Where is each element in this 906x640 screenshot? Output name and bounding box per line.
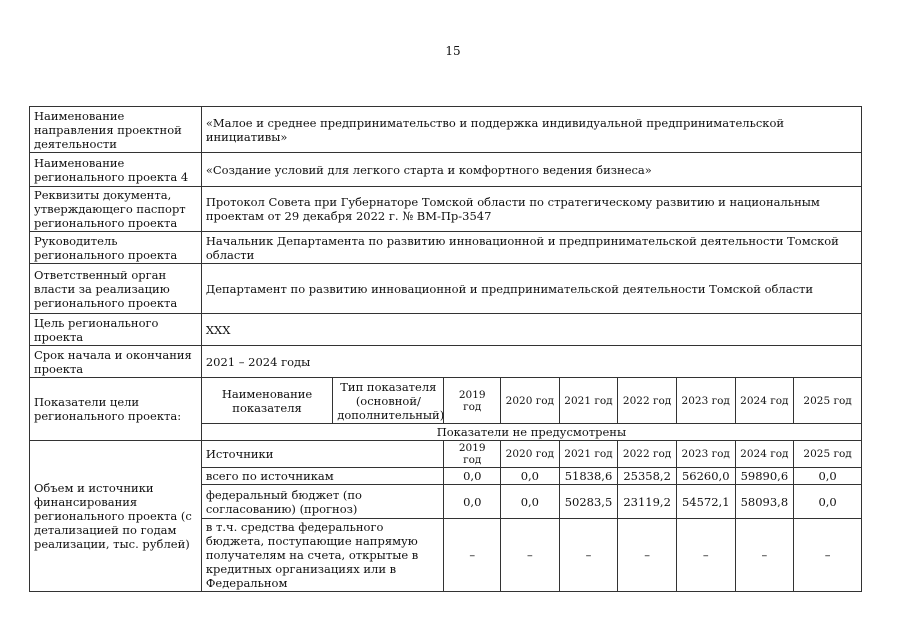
indicators-note: Показатели не предусмотрены	[201, 424, 861, 441]
financing-year: 2023 год	[676, 441, 735, 468]
head-value: Начальник Департамента по развитию инновационной и предпринимательской деятельности Томской области	[201, 232, 861, 264]
indicators-header-row	[30, 378, 862, 424]
indicators-year: 2025 год	[794, 378, 862, 424]
row-period	[30, 346, 862, 378]
row-document	[30, 187, 862, 232]
financing-value: 58093,8	[735, 485, 794, 519]
document-value: Протокол Совета при Губернаторе Томской области по стратегическому развитию и национальным проектам от 29 декабря 2022 г. № ВМ-Пр-3547	[201, 187, 861, 232]
indicators-year: 2020 год	[501, 378, 560, 424]
row-direction	[30, 107, 862, 153]
row-responsible	[30, 264, 862, 314]
financing-value: 23119,2	[618, 485, 677, 519]
financing-value: 0,0	[444, 485, 501, 519]
financing-col-sources: Источники	[201, 441, 444, 468]
financing-value: 0,0	[794, 468, 862, 485]
row-project	[30, 153, 862, 187]
financing-value: –	[501, 519, 560, 592]
head-label: Руководитель регионального проекта	[30, 232, 202, 264]
financing-value: 0,0	[501, 468, 560, 485]
goal-value: ХХХ	[201, 314, 861, 346]
financing-year: 2020 год	[501, 441, 560, 468]
financing-value: 54572,1	[676, 485, 735, 519]
indicators-year: 2023 год	[676, 378, 735, 424]
financing-label: Объем и источники финансирования регионального проекта (с детализацией по годам реализации, тыс. рублей)	[30, 441, 202, 592]
row-goal	[30, 314, 862, 346]
financing-value: 51838,6	[559, 468, 618, 485]
project-passport-table	[29, 106, 862, 592]
indicators-year: 2022 год	[618, 378, 677, 424]
financing-year: 2025 год	[794, 441, 862, 468]
project-value: «Создание условий для легкого старта и комфортного ведения бизнеса»	[201, 153, 861, 187]
financing-year: 2019 год	[444, 441, 501, 468]
financing-source-name: федеральный бюджет (по согласованию) (прогноз)	[201, 485, 444, 519]
financing-value: 59890,6	[735, 468, 794, 485]
financing-year: 2021 год	[559, 441, 618, 468]
indicators-year: 2019 год	[444, 378, 501, 424]
indicators-label: Показатели цели регионального проекта:	[30, 378, 202, 441]
financing-value: 50283,5	[559, 485, 618, 519]
indicators-year: 2024 год	[735, 378, 794, 424]
financing-source-name: в т.ч. средства федерального бюджета, поступающие напрямую получателям на счета, открытые в кредитных организациях или в Федеральном	[201, 519, 444, 592]
period-value: 2021 – 2024 годы	[201, 346, 861, 378]
financing-source-name: всего по источникам	[201, 468, 444, 485]
financing-value: –	[676, 519, 735, 592]
financing-year: 2022 год	[618, 441, 677, 468]
financing-value: 56260,0	[676, 468, 735, 485]
project-label: Наименование регионального проекта 4	[30, 153, 202, 187]
financing-value: –	[735, 519, 794, 592]
financing-value: 0,0	[501, 485, 560, 519]
indicators-year: 2021 год	[559, 378, 618, 424]
direction-value: «Малое и среднее предпринимательство и поддержка индивидуальной предпринимательской инициативы»	[201, 107, 861, 153]
indicators-col-type: Тип показателя (основной/ дополнительный)	[333, 378, 444, 424]
financing-value: 25358,2	[618, 468, 677, 485]
goal-label: Цель регионального проекта	[30, 314, 202, 346]
document-label: Реквизиты документа, утверждающего паспорт регионального проекта	[30, 187, 202, 232]
indicators-col-name: Наименование показателя	[201, 378, 332, 424]
financing-header-row	[30, 441, 862, 468]
responsible-label: Ответственный орган власти за реализацию регионального проекта	[30, 264, 202, 314]
financing-value: –	[618, 519, 677, 592]
responsible-value: Департамент по развитию инновационной и предпринимательской деятельности Томской области	[201, 264, 861, 314]
page-number: 15	[445, 44, 461, 58]
period-label: Срок начала и окончания проекта	[30, 346, 202, 378]
financing-value: –	[794, 519, 862, 592]
direction-label: Наименование направления проектной деятельности	[30, 107, 202, 153]
financing-value: –	[444, 519, 501, 592]
financing-value: 0,0	[444, 468, 501, 485]
financing-year: 2024 год	[735, 441, 794, 468]
financing-value: 0,0	[794, 485, 862, 519]
row-head	[30, 232, 862, 264]
financing-value: –	[559, 519, 618, 592]
